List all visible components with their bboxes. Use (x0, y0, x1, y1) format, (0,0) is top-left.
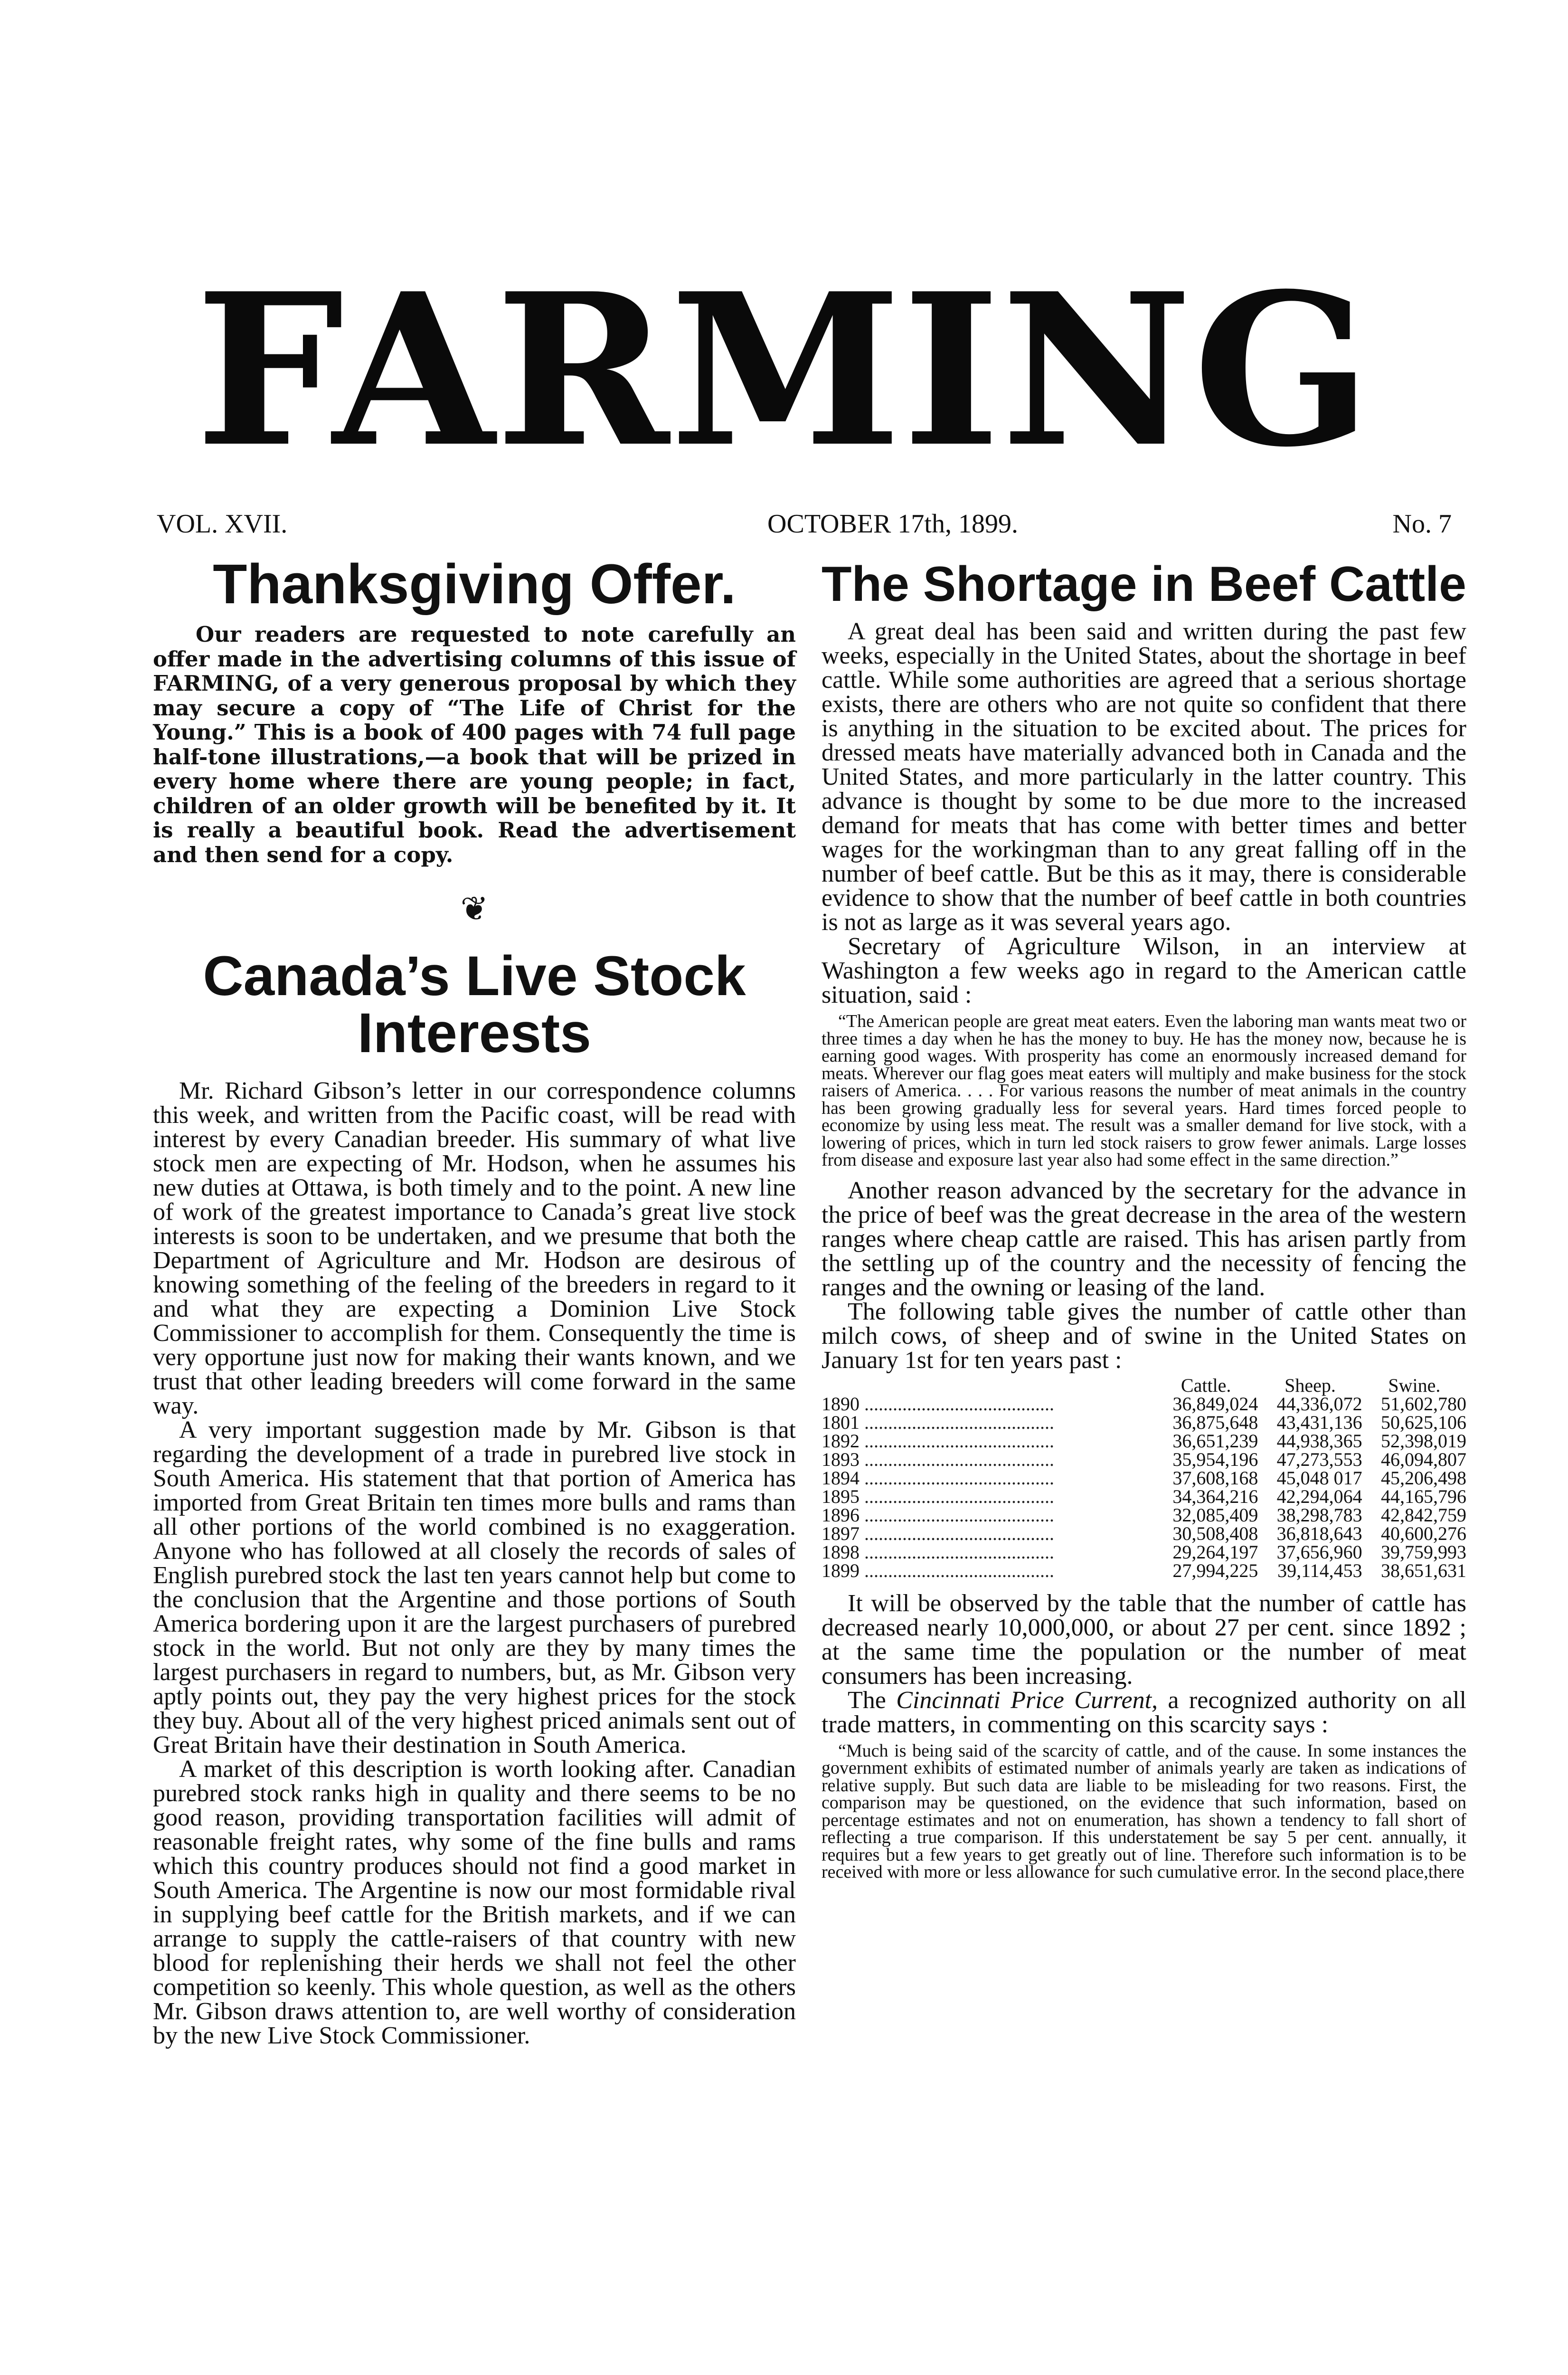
shortage-paragraph: A great deal has been said and written during the past few weeks, especially in the United States, about the shortage in beef cattle. While some authorities are agreed that a serious shortage exists, there are others who are not quite so confident that there is anything in the situation to be excited about. The prices for dressed meats have materially advanced both in Canada and the United States, and more particularly in the latter country. This advance is thought by some to be due more to the increased demand for meats that has come with better times and better wages for the workingman than to any great falling off in the number of beef cattle. But be this as it may, there is considerable evidence to show that the number of beef cattle in both countries is not as large as it was several years ago. (822, 618, 1466, 936)
swine-cell-value: 50,625,106 (1381, 1411, 1466, 1433)
swine-cell (1362, 1561, 1466, 1580)
year-cell (822, 1524, 1154, 1543)
year-cell (822, 1450, 1154, 1469)
cattle-cell-value: 36,651,239 (1172, 1430, 1258, 1452)
thanksgiving-body (153, 622, 796, 867)
text-fragment: The (848, 1686, 897, 1714)
year-cell (822, 1395, 1154, 1413)
canada-heading: Canada’s Live Stock Interests (203, 945, 746, 1064)
table-row (822, 1469, 1466, 1487)
sheep-cell-value: 44,336,072 (1276, 1393, 1362, 1415)
year-cell (822, 1561, 1154, 1580)
thanksgiving-heading: Thanksgiving Offer. (213, 553, 736, 616)
wilson-quote: “The American people are great meat eaters. Even the laboring man wants meat two or three times a day when he has the money to buy. He has the money now, because he is earning good wages. With prosperity has come an enormously increased demand for meats. Wherever our flag goes meat eaters will multiply and make business for the stock raisers of America. . . . For various reasons the number of meat animals in the country has been growing gradually less for several years. Hard times forced people to economize by using less meat. The result was a smaller demand for live stock, with a lowering of prices, which in turn led stock raisers to grow fewer animals. Large losses from disease and exposure last year also had some effect in the same direction.” (822, 1011, 1466, 1170)
livestock-table (822, 1376, 1466, 1580)
cattle-cell-value: 36,875,648 (1172, 1411, 1258, 1433)
year-cell (822, 1543, 1154, 1561)
table-row (822, 1432, 1466, 1450)
sheep-cell-value: 42,294,064 (1276, 1485, 1362, 1507)
swine-cell-value: 40,600,276 (1381, 1522, 1466, 1544)
cattle-cell-value: 36,849,024 (1172, 1393, 1258, 1415)
volume-number: VOL. XVII. (157, 509, 288, 539)
swine-cell (1362, 1524, 1466, 1543)
sheep-cell (1258, 1413, 1362, 1432)
swine-cell (1362, 1450, 1466, 1469)
table-header: Cattle. (1181, 1374, 1231, 1396)
cattle-cell (1154, 1469, 1258, 1487)
shortage-paragraph (822, 1688, 1466, 1737)
leader-dots: ........................................ (860, 1505, 1054, 1524)
sheep-cell (1258, 1395, 1362, 1413)
swine-cell-value: 52,398,019 (1381, 1430, 1466, 1452)
issue-date: OCTOBER 17th, 1899. (767, 509, 1018, 539)
thanksgiving-text: Our readers are requested to note carefully an offer made in the advertising columns of this issue of FARMING, of a very generous proposal by which they may secure a copy of “The Life of Christ for the Young.” This is a book of 400 pages with 74 full page half-tone illustrations,—a book that will be prized in every home where there are young people; in fact, children of an older growth will be benefited by it. It is really a beautiful book. Read the advertisement and then send for a copy. (153, 622, 796, 867)
sheep-cell-value: 37,656,960 (1276, 1541, 1362, 1563)
sheep-cell-value: 39,114,453 (1277, 1559, 1362, 1581)
leader-dots: ........................................ (860, 1561, 1054, 1580)
shortage-paragraph: The following table gives the number of cattle other than milch cows, of sheep and of swine in the United States on January 1st for ten years past : (822, 1298, 1466, 1374)
sheep-cell-value: 45,048 017 (1276, 1467, 1362, 1489)
table-row (822, 1487, 1466, 1506)
swine-cell-value: 39,759,993 (1381, 1541, 1466, 1563)
sheep-cell (1258, 1450, 1362, 1469)
table-row (822, 1395, 1466, 1413)
year-cell (822, 1506, 1154, 1524)
cattle-cell-value: 34,364,216 (1172, 1485, 1258, 1507)
year-cell (822, 1469, 1154, 1487)
issue-number: No. 7 (1392, 509, 1452, 539)
cattle-cell-value: 37,608,168 (1172, 1467, 1258, 1489)
table-row (822, 1450, 1466, 1469)
swine-cell (1362, 1506, 1466, 1524)
year-cell (822, 1432, 1154, 1450)
year-cell-value: 1899 (822, 1561, 860, 1580)
leader-dots: ........................................ (860, 1450, 1054, 1469)
cattle-cell (1154, 1487, 1258, 1506)
ornament-icon: ❦ (460, 891, 489, 928)
sheep-cell (1258, 1506, 1362, 1524)
leader-dots: ........................................ (860, 1542, 1054, 1561)
cattle-cell (1154, 1432, 1258, 1450)
text-fragment: a recognized authority on all trade matters, in commenting on this scarcity says : (822, 1686, 1466, 1738)
sheep-cell (1258, 1561, 1362, 1580)
canada-paragraph: A very important suggestion made by Mr. Gibson is that regarding the development of a trade in purebred live stock in South America. His statement that that portion of America has imported from Great Britain ten times more bulls and rams than all other portions of the world combined is no exaggeration. Anyone who has followed at all closely the records of sales of English purebred stock the last ten years cannot help but come to the conclusion that the Argentine and those portions of South America bordering upon it are the largest purchasers of purebred stock in the world. But not only are they by many times the largest purchasers in regard to numbers, but, as Mr. Gibson very aptly points out, they pay the very highest prices for the stock they buy. About all of the very highest priced animals sent out of Great Britain have their destination in South America. (153, 1416, 796, 1758)
canada-paragraph: A market of this description is worth looking after. Canadian purebred stock ranks high in quality and there seems to be no good reason, providing transportation facilities will admit of reasonable freight rates, why some of the fine bulls and rams which this country produces should not find a good market in South America. The Argentine is now our most formidable rival in supplying beef cattle for the British markets, and if we can arrange to supply the cattle-raisers of that country with new blood for replenishing their herds we shall not feel the other competition so keenly. This whole question, as well as the others Mr. Gibson draws attention to, are well worthy of consideration by the new Live Stock Commissioner. (153, 1756, 796, 2049)
sheep-cell (1258, 1469, 1362, 1487)
cattle-cell-value: 30,508,408 (1172, 1522, 1258, 1544)
sheep-cell (1258, 1524, 1362, 1543)
sheep-cell (1258, 1543, 1362, 1561)
shortage-paragraph: Secretary of Agriculture Wilson, in an interview at Washington a few weeks ago in regard to the American cattle situation, said : (822, 933, 1466, 1008)
sheep-cell-value: 36,818,643 (1276, 1522, 1362, 1544)
table-header: Sheep. (1285, 1374, 1336, 1396)
swine-cell-value: 44,165,796 (1381, 1485, 1466, 1507)
swine-cell-value: 42,842,759 (1381, 1504, 1466, 1526)
cincinnati-quote: “Much is being said of the scarcity of cattle, and of the cause. In some instances the government exhibits of estimated number of animals yearly are taken as indications of relative supply. But such data are liable to be misleading for two reasons. First, the comparison may be questioned, on the evidence that such information, based on percentage estimates and not on enumeration, has shown a tendency to fall short of reflecting a true comparison. If this understatement be say 5 per cent. annually, it requires but a few years to get greatly out of line. Therefore such information is to be received with more or less allowance for such cumulative error. In the second place,there (822, 1740, 1466, 1882)
year-cell-value: 1895 (822, 1487, 860, 1506)
table-row (822, 1524, 1466, 1543)
masthead-title: FARMING (195, 247, 1373, 493)
year-cell-value: 1894 (822, 1468, 860, 1487)
year-cell-value: 1897 (822, 1524, 860, 1543)
cattle-cell (1154, 1506, 1258, 1524)
cattle-cell (1154, 1413, 1258, 1432)
year-cell (822, 1487, 1154, 1506)
cattle-cell (1154, 1450, 1258, 1469)
year-cell-value: 1892 (822, 1431, 860, 1450)
table-row (822, 1543, 1466, 1561)
leader-dots: ........................................ (860, 1468, 1054, 1487)
cattle-cell (1154, 1524, 1258, 1543)
year-cell-value: 1898 (822, 1542, 860, 1561)
cattle-cell (1154, 1395, 1258, 1413)
swine-cell (1362, 1543, 1466, 1561)
swine-cell-value: 51,602,780 (1381, 1393, 1466, 1415)
shortage-heading: The Shortage in Beef Cattle (822, 557, 1466, 612)
swine-cell (1362, 1487, 1466, 1506)
swine-cell-value: 46,094,807 (1381, 1448, 1466, 1470)
table-header-row (822, 1376, 1466, 1395)
sheep-cell-value: 47,273,553 (1276, 1448, 1362, 1470)
leader-dots: ........................................ (860, 1524, 1054, 1543)
year-cell-value: 1896 (822, 1505, 860, 1524)
shortage-paragraph: Another reason advanced by the secretary for the advance in the price of beef was the great decrease in the area of the western ranges where cheap cattle are raised. This has arisen partly from the settling up of the country and the necessity of fencing the ranges and the owning or leasing of the land. (822, 1177, 1466, 1301)
table-row (822, 1413, 1466, 1432)
cattle-cell (1154, 1561, 1258, 1580)
leader-dots: ........................................ (860, 1487, 1054, 1506)
year-cell (822, 1413, 1154, 1432)
sheep-cell-value: 38,298,783 (1276, 1504, 1362, 1526)
table-row (822, 1506, 1466, 1524)
sheep-cell (1258, 1487, 1362, 1506)
sheep-cell-value: 44,938,365 (1276, 1430, 1362, 1452)
cattle-cell-value: 32,085,409 (1172, 1504, 1258, 1526)
cattle-cell-value: 27,994,225 (1172, 1559, 1258, 1581)
year-cell-value: 1890 (822, 1394, 860, 1413)
swine-cell-value: 38,651,631 (1381, 1559, 1466, 1581)
table-row (822, 1561, 1466, 1580)
leader-dots: ........................................ (860, 1394, 1054, 1413)
publication-name: Cincinnati Price Current, (896, 1686, 1158, 1714)
table-header (822, 1376, 1154, 1395)
table-header: Swine. (1388, 1374, 1441, 1396)
shortage-paragraph: It will be observed by the table that the number of cattle has decreased nearly 10,000,000, or about 27 per cent. since 1892 ; at the same time the population or the number of meat consumers has been increasing. (822, 1589, 1466, 1690)
swine-cell-value: 45,206,498 (1381, 1467, 1466, 1489)
canada-paragraph: Mr. Richard Gibson’s letter in our correspondence columns this week, and written from the Pacific coast, will be read with interest by every Canadian breeder. His summary of what live stock men are expecting of Mr. Hodson, when he assumes his new duties at Ottawa, is both timely and to the point. A new line of work of the greatest importance to Canada’s great live stock interests is soon to be undertaken, and we presume that both the Department of Agriculture and Mr. Hodson are desirous of knowing something of the feeling of the breeders in regard to it and what they are expecting a Dominion Live Stock Commissioner to accomplish for them. Consequently the time is very opportune just now for making their wants known, and we trust that other leading breeders will come forward in the same way. (153, 1077, 796, 1419)
leader-dots: ........................................ (860, 1413, 1054, 1432)
cattle-cell-value: 29,264,197 (1172, 1541, 1258, 1563)
cattle-cell (1154, 1543, 1258, 1561)
year-cell-value: 1801 (822, 1413, 860, 1432)
year-cell-value: 1893 (822, 1450, 860, 1469)
swine-cell (1362, 1432, 1466, 1450)
swine-cell (1362, 1395, 1466, 1413)
sheep-cell (1258, 1432, 1362, 1450)
swine-cell (1362, 1469, 1466, 1487)
right-column (822, 556, 1466, 1890)
left-column (153, 553, 796, 2049)
cattle-cell-value: 35,954,196 (1172, 1448, 1258, 1470)
sheep-cell-value: 43,431,136 (1276, 1411, 1362, 1433)
swine-cell (1362, 1413, 1466, 1432)
leader-dots: ........................................ (860, 1431, 1054, 1450)
